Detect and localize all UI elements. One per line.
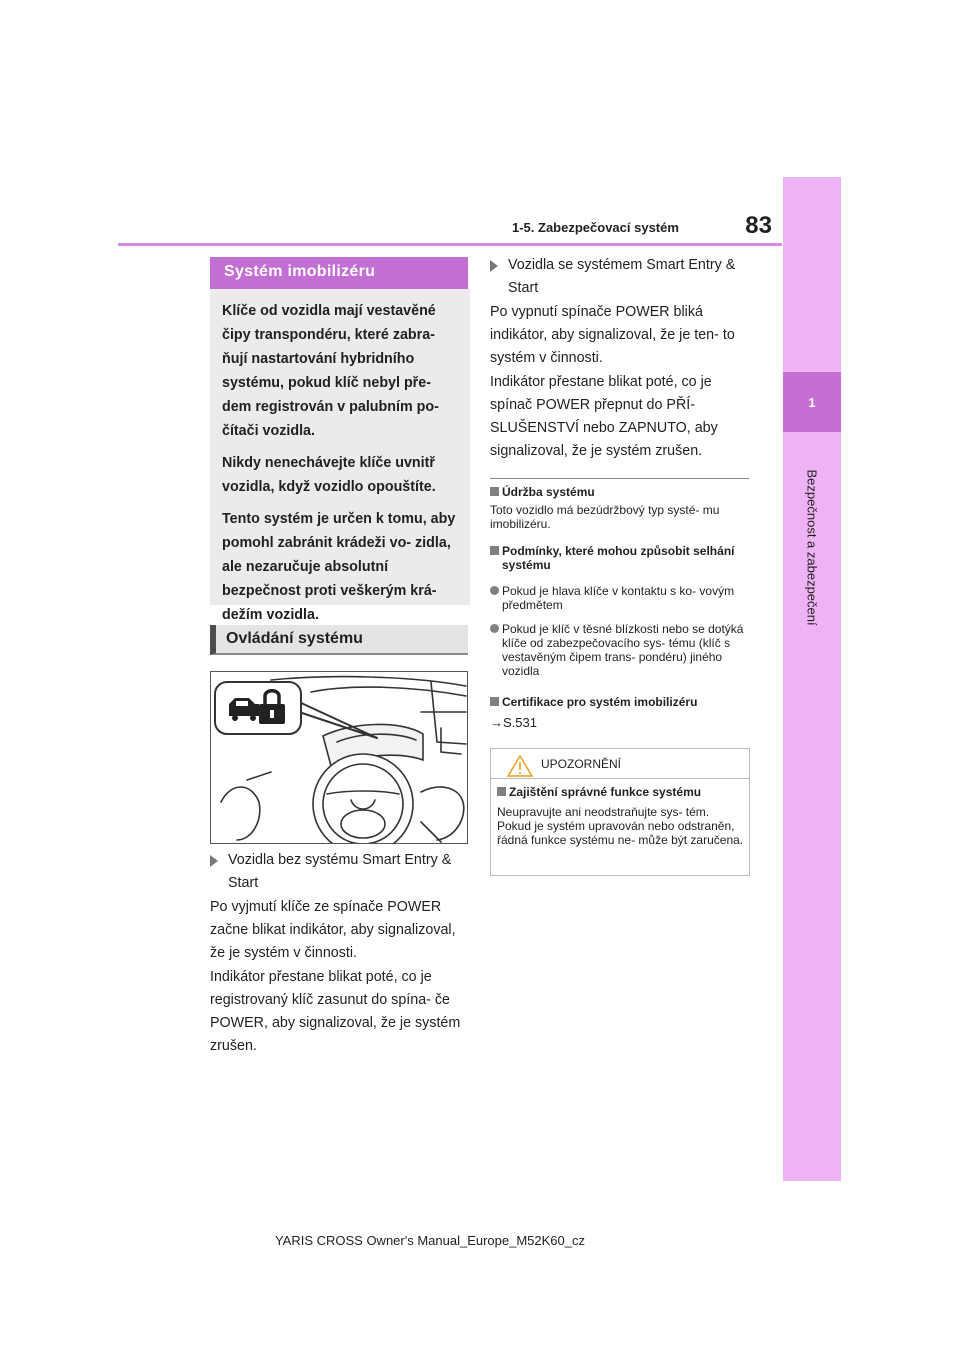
chapter-label: Bezpečnost a zabezpečení [804,469,820,626]
paragraph: Indikátor přestane blikat poté, co je registrovaný klíč zasunut do spína- če POWER, aby signalizoval, že je systém zrušen. [210,969,461,1054]
section-title: 1-5. Zabezpečovací systém [512,220,679,235]
paragraph: Po vypnutí spínače POWER bliká indikátor, aby signalizoval, že je ten- to systém v činnosti. [490,304,735,366]
sub-heading [210,625,468,655]
page-reference[interactable]: →S.531 [490,715,537,730]
intro-box [210,289,470,623]
note-title: Certifikace pro systém imobilizéru [490,695,750,709]
bullet-smart-entry [490,254,752,300]
bullet-text: Vozidla se systémem Smart Entry & Start [508,257,736,296]
warning-box [490,748,750,876]
header-rule [118,243,782,246]
intro-paragraph: Tento systém je určen k tomu, aby pomohl zabránit krádeži vo- zidla, ale nezaručuje absolutní bezpečnost proti veškerým krá- dežím vozidla. [222,511,456,623]
side-tab [783,177,841,1181]
square-bullet-icon [490,546,499,555]
footer: YARIS CROSS Owner's Manual_Europe_M52K60_cz [274,1233,585,1248]
warning-title: UPOZORNĚNÍ [541,757,622,771]
paragraph: Indikátor přestane blikat poté, co je spínač POWER přepnut do PŘÍ- SLUŠENSTVÍ nebo ZAPNUTO, aby signalizoval, že je systém zrušen. [490,374,718,459]
intro-paragraph: Nikdy nenechávejte klíče uvnitř vozidla, když vozidlo opouštíte. [222,455,436,495]
bullet-text: Vozidla bez systému Smart Entry & Start [228,852,452,891]
note-title: Údržba systému [490,485,750,499]
note-item: Pokud je klíč v těsné blízkosti nebo se dotýká klíče od zabezpečovacího sys- tému (klíč s vestavěným čipem trans- pondéru) jiného vozidla [490,622,750,678]
warning-heading: Zajištění správné funkce systému [497,785,701,799]
warning-header [491,749,749,779]
warning-icon [507,755,533,777]
arrow-right-icon [210,855,218,867]
arrow-right-icon [490,260,498,272]
circle-bullet-icon [490,624,499,633]
divider [490,478,749,479]
dashboard-illustration [210,671,468,844]
note-title: Podmínky, které mohou způsobit selhání systému [490,544,750,572]
intro-paragraph: Klíče od vozidla mají vestavěné čipy transpondéru, které zabra- ňují nastartování hybridního systému, pokud klíč nebyl pře- dem registrován v palubním po- čítači vozidla. [222,303,439,439]
square-bullet-icon [490,697,499,706]
bullet-no-smart-entry [210,849,472,895]
note-text: Toto vozidlo má bezúdržbový typ systé- mu imobilizéru. [490,503,720,531]
square-bullet-icon [490,487,499,496]
square-bullet-icon [497,787,506,796]
warning-text: Neupravujte ani neodstraňujte sys- tém. Pokud je systém upravován nebo odstraněn, řádná funkce systému ne- může být zaručena. [497,805,744,847]
section-heading-text: Systém imobilizéru [224,263,376,280]
paragraph: Po vyjmutí klíče ze spínače POWER začne blikat indikátor, aby signalizoval, že je systém v činnosti. [210,899,456,961]
page-number: 83 [745,212,772,239]
section-heading [210,257,468,289]
circle-bullet-icon [490,586,499,595]
sub-heading-text: Ovládání systému [226,630,363,647]
chapter-number: 1 [783,372,841,432]
note-item: Pokud je hlava klíče v kontaktu s ko- vovým předmětem [490,584,750,612]
